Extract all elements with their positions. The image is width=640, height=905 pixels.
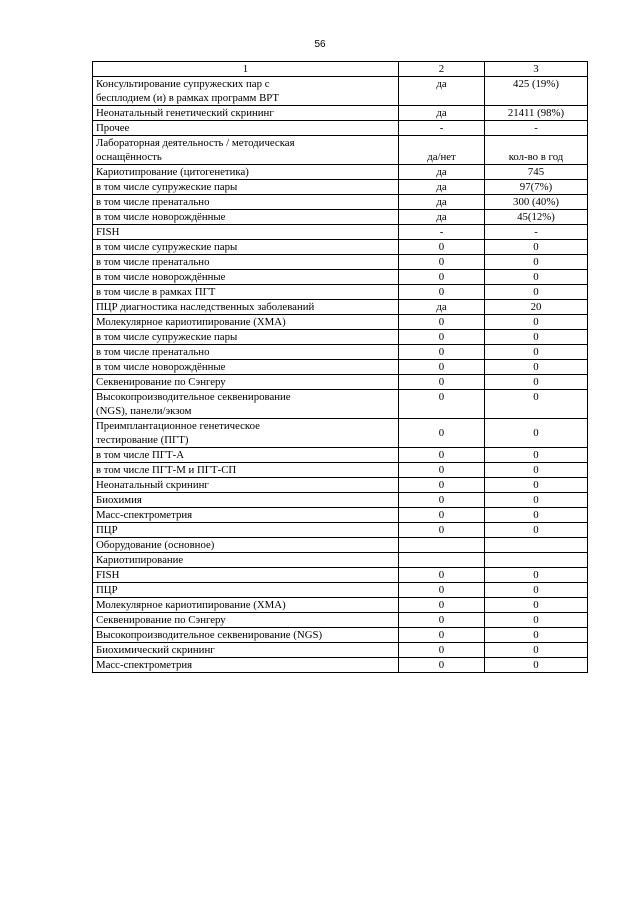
row-value-cell-2: да [399,165,485,180]
row-value-cell-2: 0 [399,255,485,270]
row-value-cell-2: 0 [399,613,485,628]
table-row [93,643,588,658]
table-row [93,583,588,598]
row-label-cell: Оборудование (основное) [93,538,399,553]
table-row [93,225,588,240]
row-value-cell-3: 0 [485,568,588,583]
row-value-cell-2: 0 [399,360,485,375]
row-label-cell: Высокопроизводительное секвенирование (NGS) [93,628,399,643]
row-value-cell-3: 0 [485,478,588,493]
row-value-cell-3: 0 [485,493,588,508]
row-value-cell-2: 0 [399,448,485,463]
row-value-cell-3: 0 [485,375,588,390]
row-value-cell-3: 0 [485,448,588,463]
row-value-cell-2: да/нет [399,136,485,165]
row-value-cell-3: 0 [485,613,588,628]
row-value-cell-2: - [399,121,485,136]
row-value-cell-3: 0 [485,463,588,478]
row-value-cell-2: да [399,300,485,315]
row-value-cell-2: 0 [399,583,485,598]
row-value-cell-2: да [399,195,485,210]
row-value-cell-2: да [399,106,485,121]
row-value-cell-3: 0 [485,345,588,360]
row-label-cell: Секвенирование по Сэнгеру [93,613,399,628]
table-row [93,240,588,255]
row-value-cell-2: 0 [399,375,485,390]
row-label-cell: Секвенирование по Сэнгеру [93,375,399,390]
table-row [93,493,588,508]
row-label-cell: в том числе ПГТ-М и ПГТ-СП [93,463,399,478]
row-label-cell: Кариотипирование [93,553,399,568]
row-label-cell: ПЦР [93,583,399,598]
table-row [93,210,588,225]
row-value-cell-3: 0 [485,583,588,598]
row-value-cell-3: 0 [485,255,588,270]
row-label-cell: Биохимический скрининг [93,643,399,658]
header-cell-1: 1 [93,62,399,77]
row-label-cell: в том числе супружеские пары [93,180,399,195]
table-row [93,255,588,270]
table-row [93,195,588,210]
row-label-cell: в том числе в рамках ПГТ [93,285,399,300]
table-row [93,419,588,448]
table-row [93,345,588,360]
row-value-cell-2: 0 [399,568,485,583]
row-value-cell-2: 0 [399,345,485,360]
row-value-cell-3: 0 [485,360,588,375]
row-label-cell: FISH [93,225,399,240]
row-label-cell: в том числе супружеские пары [93,330,399,345]
row-value-cell-2 [399,553,485,568]
row-value-cell-3: 0 [485,285,588,300]
row-label-cell: в том числе новорождённые [93,270,399,285]
row-value-cell-3: 21411 (98%) [485,106,588,121]
row-value-cell-2 [399,538,485,553]
table-row [93,270,588,285]
table-row [93,508,588,523]
table-row [93,568,588,583]
table-row [93,121,588,136]
header-cell-2: 2 [399,62,485,77]
row-value-cell-3: 0 [485,598,588,613]
row-value-cell-2: 0 [399,493,485,508]
row-label-cell: Высокопроизводительное секвенирование (NGS), панели/экзом [93,390,399,419]
row-value-cell-2: 0 [399,285,485,300]
table-row [93,330,588,345]
page-number: 56 [314,39,326,50]
data-table [92,61,588,673]
row-label-cell: в том числе ПГТ-А [93,448,399,463]
row-value-cell-2: да [399,210,485,225]
row-value-cell-3: - [485,225,588,240]
table-row [93,390,588,419]
table-row [93,613,588,628]
row-value-cell-3: 0 [485,508,588,523]
row-value-cell-2: 0 [399,390,485,419]
row-value-cell-2: 0 [399,508,485,523]
table-row [93,375,588,390]
table-row [93,136,588,165]
row-value-cell-2: 0 [399,240,485,255]
row-value-cell-3: - [485,121,588,136]
row-value-cell-2: 0 [399,523,485,538]
row-label-cell: Прочее [93,121,399,136]
row-label-cell: ПЦР [93,523,399,538]
row-label-cell: в том числе пренатально [93,195,399,210]
row-label-cell: Молекулярное кариотипирование (ХМА) [93,315,399,330]
row-label-cell: Молекулярное кариотипирование (ХМА) [93,598,399,613]
row-value-cell-2: 0 [399,478,485,493]
row-label-cell: Масс-спектрометрия [93,658,399,673]
row-value-cell-3: 300 (40%) [485,195,588,210]
row-value-cell-2: 0 [399,315,485,330]
table-header-row [93,62,588,77]
table-row [93,77,588,106]
row-value-cell-2: 0 [399,598,485,613]
table-row [93,448,588,463]
row-label-cell: в том числе пренатально [93,345,399,360]
row-label-cell: Неонатальный генетический скрининг [93,106,399,121]
row-label-cell: Неонатальный скрининг [93,478,399,493]
table-row [93,628,588,643]
row-value-cell-3: 0 [485,523,588,538]
header-cell-3: 3 [485,62,588,77]
row-value-cell-3: 20 [485,300,588,315]
row-value-cell-3: 0 [485,628,588,643]
row-value-cell-3: кол-во в год [485,136,588,165]
row-value-cell-2: да [399,77,485,106]
row-value-cell-3: 0 [485,658,588,673]
table-row [93,553,588,568]
table-row [93,285,588,300]
row-label-cell: FISH [93,568,399,583]
table-row [93,658,588,673]
row-value-cell-3 [485,538,588,553]
row-label-cell: Биохимия [93,493,399,508]
row-value-cell-3: 0 [485,330,588,345]
row-value-cell-2: 0 [399,463,485,478]
table-row [93,463,588,478]
row-value-cell-2: 0 [399,643,485,658]
table-row [93,598,588,613]
row-value-cell-3 [485,553,588,568]
row-value-cell-2: - [399,225,485,240]
row-label-cell: Масс-спектрометрия [93,508,399,523]
row-value-cell-3: 45(12%) [485,210,588,225]
row-value-cell-2: 0 [399,628,485,643]
table-row [93,300,588,315]
row-value-cell-2: 0 [399,330,485,345]
table-row [93,523,588,538]
row-value-cell-3: 745 [485,165,588,180]
row-value-cell-3: 0 [485,270,588,285]
row-label-cell: в том числе пренатально [93,255,399,270]
table-row [93,165,588,180]
row-label-cell: Преимплантационное генетическое тестирование (ПГТ) [93,419,399,448]
row-value-cell-3: 0 [485,390,588,419]
row-value-cell-3: 425 (19%) [485,77,588,106]
row-value-cell-2: 0 [399,658,485,673]
row-label-cell: ПЦР диагностика наследственных заболеваний [93,300,399,315]
row-value-cell-3: 0 [485,240,588,255]
table-row [93,360,588,375]
row-value-cell-3: 0 [485,419,588,448]
row-value-cell-3: 97(7%) [485,180,588,195]
table-row [93,180,588,195]
table-row [93,315,588,330]
row-label-cell: Консультирование супружеских пар с бесплодием (и) в рамках программ ВРТ [93,77,399,106]
row-value-cell-3: 0 [485,643,588,658]
table-row [93,538,588,553]
row-label-cell: Лабораторная деятельность / методическая оснащённость [93,136,399,165]
row-value-cell-2: да [399,180,485,195]
row-label-cell: в том числе новорождённые [93,210,399,225]
row-value-cell-3: 0 [485,315,588,330]
row-label-cell: Кариотипрование (цитогенетика) [93,165,399,180]
table-row [93,106,588,121]
row-label-cell: в том числе супружеские пары [93,240,399,255]
row-label-cell: в том числе новорождённые [93,360,399,375]
table-row [93,478,588,493]
row-value-cell-2: 0 [399,419,485,448]
row-value-cell-2: 0 [399,270,485,285]
